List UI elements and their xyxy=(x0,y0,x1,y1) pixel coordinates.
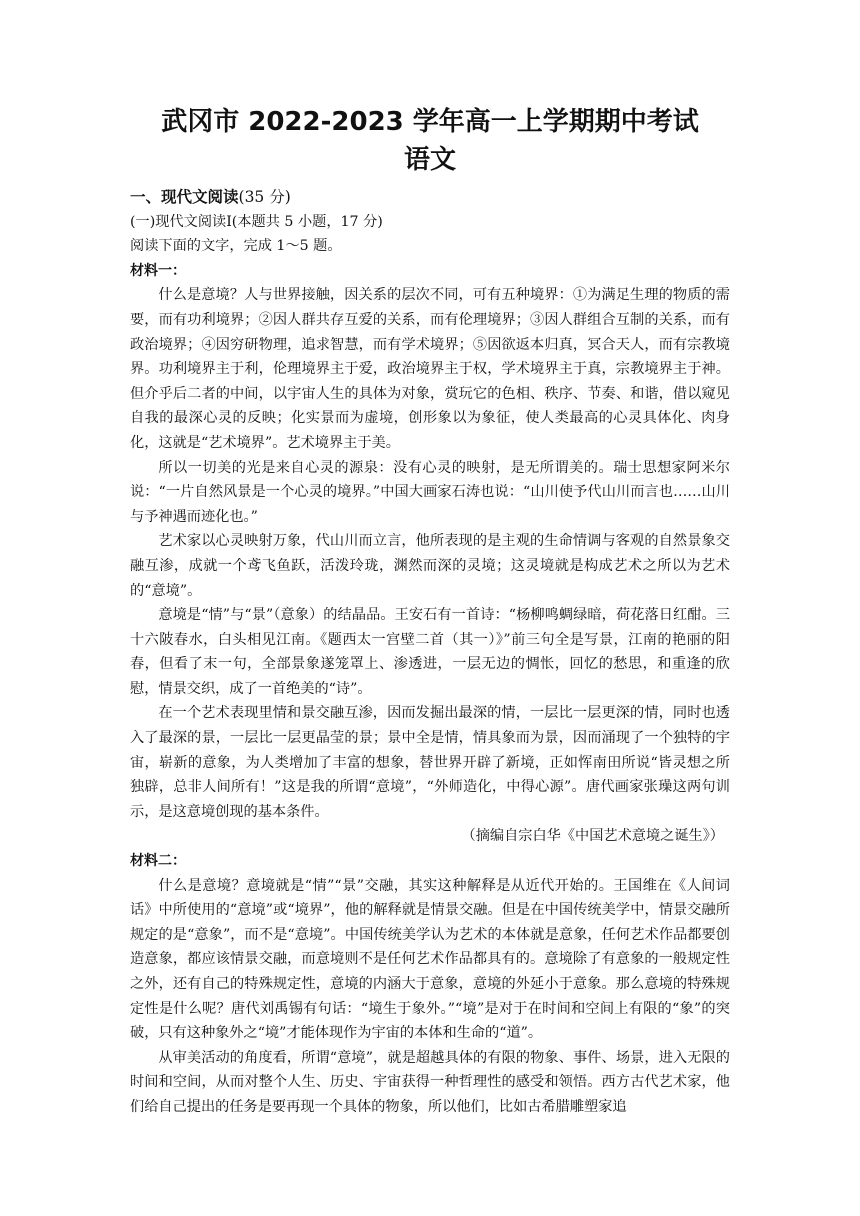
material-one-paragraph-5: 在一个艺术表现里情和景交融互渗，因而发掘出最深的情，一层比一层更深的情，同时也透入了最深的景，一层比一层更晶莹的景；景中全是情，情具象而为景，因而涌现了一个独特的宇宙，崭新的意象，为人类增加了丰富的想象，替世界开辟了新境，正如恽南田所说“皆灵想之所独辟，总非人间所有！”这是我的所谓“意境”，“外师造化，中得心源”。唐代画家张璪这两句训示，是这意境创现的基本条件。 xyxy=(130,705,730,820)
material-two-paragraph-1: 什么是意境？意境就是“情”“景”交融，其实这种解释是从近代开始的。王国维在《人间词话》中所使用的“意境”或“境界”，他的解释就是情景交融。但是在中国传统美学中，情景交融所规定的是“意象”，而不是“意境”。中国传统美学认为艺术的本体就是意象，任何艺术作品都要创造意象，都应该情景交融，而意境则不是任何艺术作品都具有的。意境除了有意象的一般规定性之外，还有自己的特殊规定性，意境的内涵大于意象，意境的外延小于意象。那么意境的特殊规定性是什么呢？唐代刘禹锡有句话：“境生于象外。”“境”是对于在时间和空间上有限的“象”的突破，只有这种象外之“境”才能体现作为宇宙的本体和生命的“道”。 xyxy=(130,877,730,1042)
section-score: (35 分) xyxy=(238,188,291,206)
material-one-source: （摘编自宗白华《中国艺术意境之诞生》） xyxy=(461,828,724,845)
material-one-paragraph-3: 艺术家以心灵映射万象，代山川而立言，他所表现的是主观的生命情调与客观的自然景象交融互渗，成就一个鸢飞鱼跃，活泼玲珑，渊然而深的灵境；这灵境就是构成艺术之所以为艺术的“意境”。 xyxy=(130,533,730,599)
material-one-paragraph-4: 意境是“情”与“景”（意象）的结晶品。王安石有一首诗：“杨柳鸣蜩绿暗，荷花落日红酣。三十六陂春水，白头相见江南。《题西太一宫壁二首（其一）》”前三句全是写景，江南的艳丽的阳春，但看了末一句，全部景象遂笼罩上、渗透进，一层无边的惆怅，回忆的愁思，和重逢的欣慰，情景交织，成了一首绝美的“诗”。 xyxy=(130,607,730,697)
exam-content xyxy=(130,185,730,1120)
subject-title: 语文 xyxy=(403,145,456,175)
material-one-paragraph-1: 什么是意境？人与世界接触，因关系的层次不同，可有五种境界：①为满足生理的物质的需要，而有功利境界；②因人群共存互爱的关系，而有伦理境界；③因人群组合互制的关系，而有政治境界；④因穷研物理，追求智慧，而有学术境界；⑤因欲返本归真，冥合天人，而有宗教境界。功利境界主于利，伦理境界主于爱，政治境界主于权，学术境界主于真，宗教境界主于神。但介乎后二者的中间，以宇宙人生的具体为对象，赏玩它的色相、秩序、节奏、和谐，借以窥见自我的最深心灵的反映；化实景而为虚境，创形象以为象征，使人类最高的心灵具体化、肉身化，这就是“艺术境界”。艺术境界主于美。 xyxy=(130,287,730,451)
material-one-label: 材料一： xyxy=(130,262,186,279)
section-heading xyxy=(130,185,730,210)
section-heading-text: 一、现代文阅读 xyxy=(130,188,239,206)
reading-instruction: 阅读下面的文字，完成 1～5 题。 xyxy=(130,238,342,255)
material-two-paragraph-2: 从审美活动的角度看，所谓“意境”，就是超越具体的有限的物象、事件、场景，进入无限的时间和空间，从而对整个人生、历史、宇宙获得一种哲理性的感受和领悟。西方古代艺术家，他们给自己提出的任务是要再现一个具体的物象，所以他们，比如古希腊雕塑家追 xyxy=(130,1049,730,1115)
subsection-heading: (一)现代文阅读Ⅰ(本题共 5 小题，17 分) xyxy=(130,213,383,230)
material-two-label: 材料二： xyxy=(130,853,186,870)
material-one-paragraph-2: 所以一切美的光是来自心灵的源泉：没有心灵的映射，是无所谓美的。瑞士思想家阿米尔说：“一片自然风景是一个心灵的境界。”中国大画家石涛也说：“山川使予代山川而言也……山川与予神遇而迹化也。” xyxy=(130,459,730,525)
exam-title: 武冈市 2022-2023 学年高一上学期期中考试 xyxy=(161,107,699,137)
